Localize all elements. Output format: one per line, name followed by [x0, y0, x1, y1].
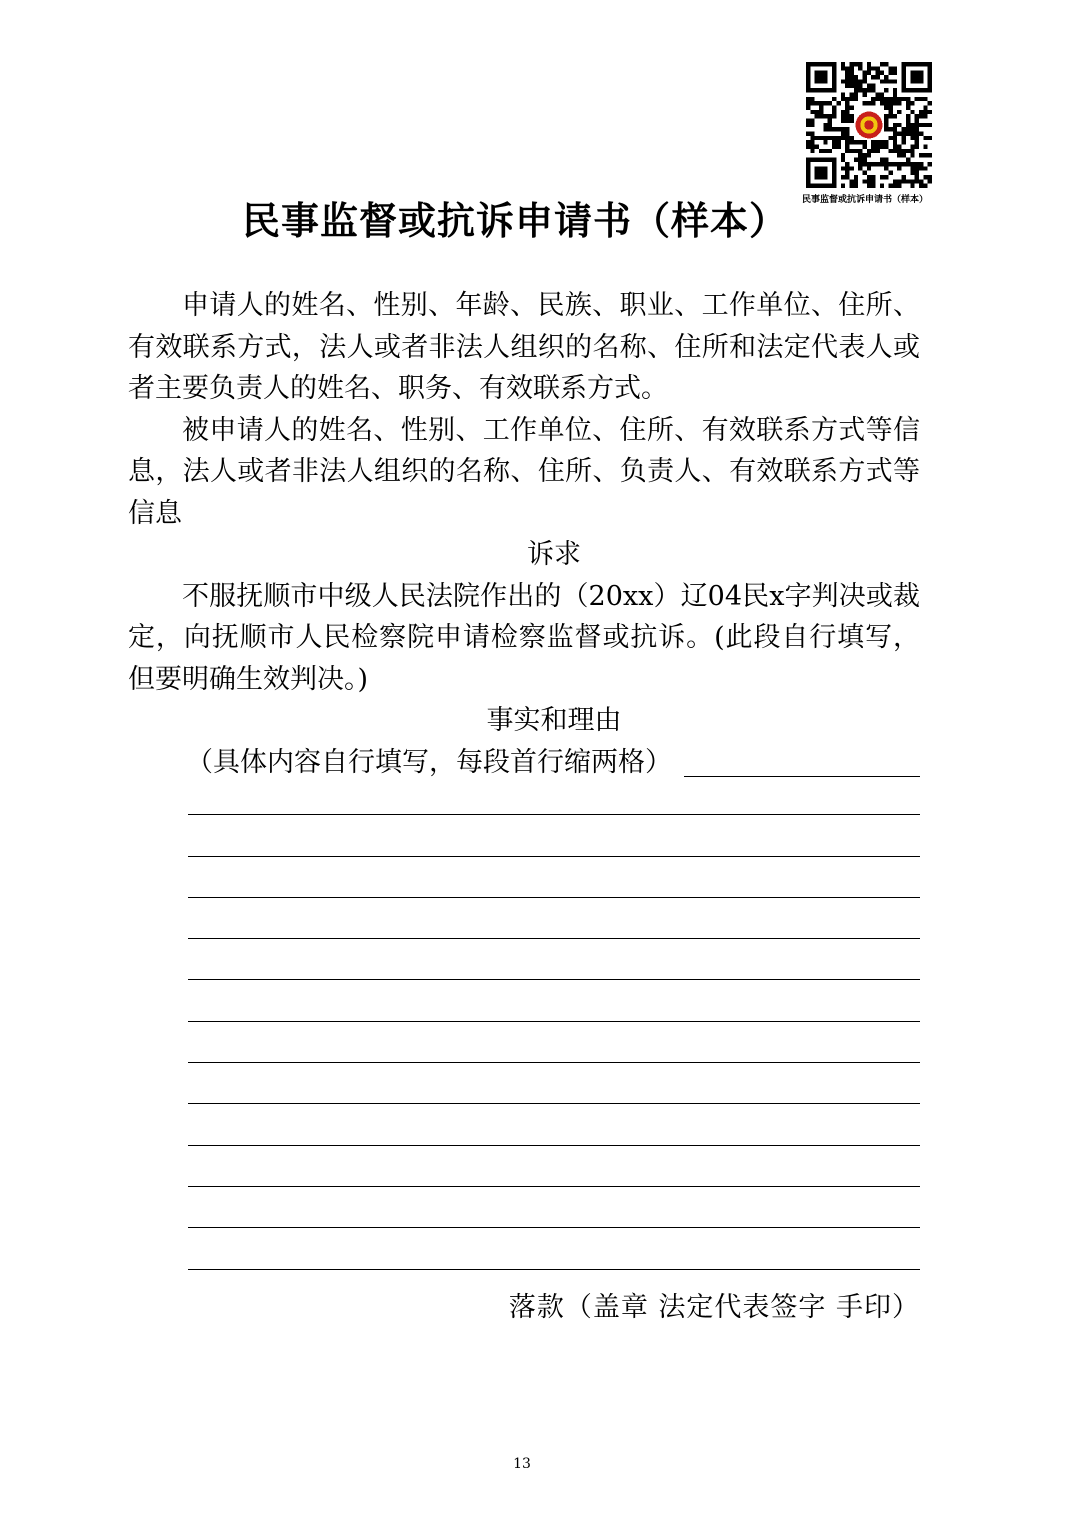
page-number: 13	[513, 1456, 531, 1472]
writing-line	[188, 857, 920, 898]
writing-line	[188, 1187, 920, 1228]
qr-caption: 民事监督或抗诉申请书（样本）	[802, 195, 929, 205]
claims-heading: 诉求	[527, 539, 581, 570]
writing-line	[188, 939, 920, 980]
facts-prompt: （具体内容自行填写，每段首行缩两格）	[186, 746, 672, 778]
qr-code-icon	[806, 62, 932, 188]
writing-line	[188, 774, 920, 815]
writing-line	[188, 1104, 920, 1145]
writing-line	[188, 1063, 920, 1104]
writing-line	[188, 1228, 920, 1269]
writing-line	[188, 815, 920, 856]
page-title: 民事监督或抗诉申请书（样本）	[241, 199, 788, 243]
writing-lines	[188, 774, 920, 1270]
respondent-info: 被申请人的姓名、性别、工作单位、住所、有效联系方式等信息，法人或者非法人组织的名称、住所、负责人、有效联系方式等信息	[128, 414, 920, 529]
writing-line	[188, 898, 920, 939]
qr-block	[800, 62, 940, 205]
signature-line: 落款（盖章 法定代表签字 手印）	[508, 1292, 920, 1323]
writing-line	[188, 1146, 920, 1187]
writing-line	[188, 980, 920, 1021]
writing-line	[188, 1022, 920, 1063]
applicant-info: 申请人的姓名、性别、年龄、民族、职业、工作单位、住所、有效联系方式，法人或者非法人组织的名称、住所和法定代表人或者主要负责人的姓名、职务、有效联系方式。	[128, 290, 920, 404]
claims-text: 不服抚顺市中级人民法院作出的（20xx）辽04民x字判决或裁定，向抚顺市人民检察院申请检察监督或抗诉。(此段自行填写，但要明确生效判决。)	[128, 580, 920, 695]
facts-heading: 事实和理由	[486, 705, 622, 736]
document-body	[128, 285, 920, 783]
